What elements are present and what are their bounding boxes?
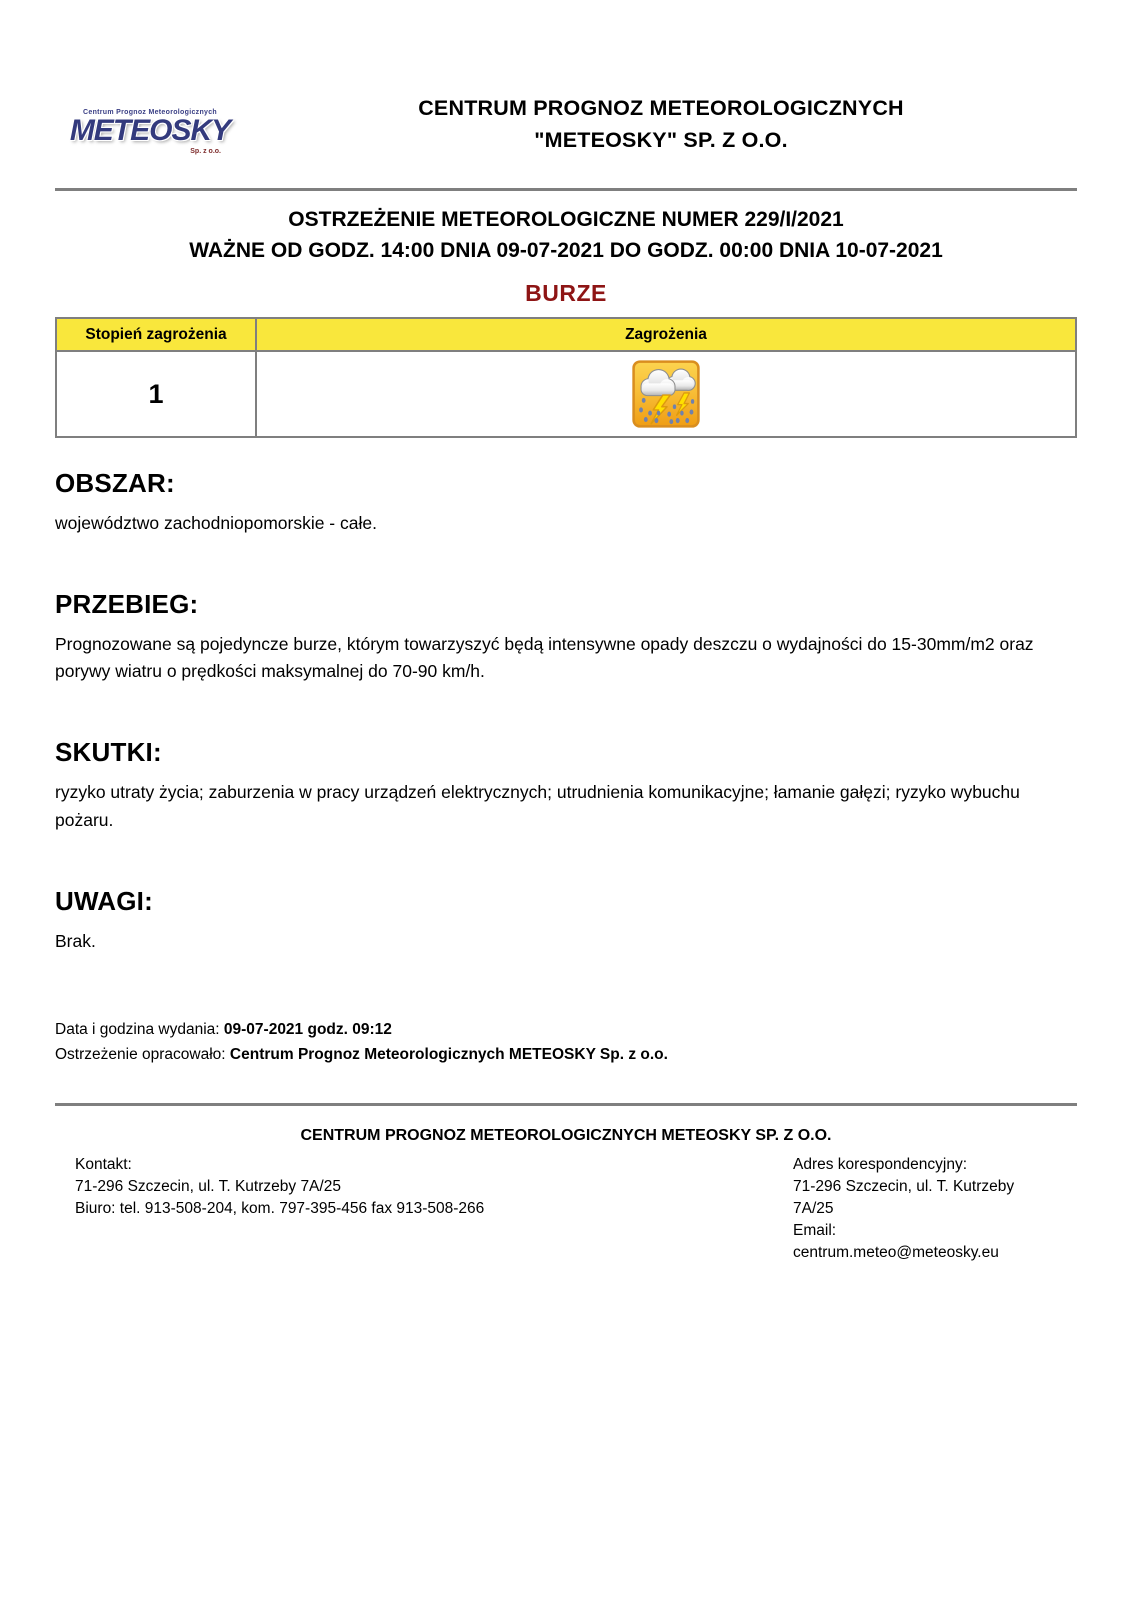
footer-mailing-address-line1: 71-296 Szczecin, ul. T. Kutrzeby (793, 1177, 1015, 1195)
thunderstorm-rain-icon (632, 360, 700, 428)
hazard-icon-cell (256, 351, 1076, 437)
issue-author-label: Ostrzeżenie opracowało: (55, 1045, 226, 1063)
section-przebieg (55, 589, 1077, 685)
footer-company-title: CENTRUM PROGNOZ METEOROLOGICZNYCH METEOSKY SP. Z O.O. (300, 1126, 832, 1144)
hazard-level-column-header: Stopień zagrożenia (56, 318, 256, 351)
footer-email-label: Email: (793, 1221, 837, 1239)
issue-info-block (55, 1017, 1077, 1067)
hazard-level-value: 1 (148, 378, 164, 409)
footer-mailing-address-line2: 7A/25 (793, 1199, 834, 1217)
company-title-line1: CENTRUM PROGNOZ METEOROLOGICZNYCH (418, 96, 904, 120)
warning-number-line: OSTRZEŻENIE METEOROLOGICZNE NUMER 229/I/2021 (288, 208, 844, 231)
logo-brand-text: METEOSKY (69, 114, 231, 147)
footer-divider (55, 1103, 1077, 1106)
section-body: Brak. (55, 930, 96, 951)
issue-date-line (55, 1017, 1077, 1042)
section-body: Prognozowane są pojedyncze burze, którym towarzyszyć będą intensywne opady deszczu o wydajności do 15-30mm/m2 oraz porywy wiatru o prędkości maksymalnej do 70-90 km/h. (55, 634, 1034, 682)
section-skutki (55, 737, 1077, 833)
hazard-type-column-header: Zagrożenia (256, 318, 1076, 351)
hazard-table-header-row (56, 318, 1076, 351)
section-heading: PRZEBIEG: (55, 589, 199, 620)
hazard-level-cell (56, 351, 256, 437)
footer-contact-phones: Biuro: tel. 913-508-204, kom. 797-395-456 fax 913-508-266 (75, 1199, 485, 1217)
footer-contact-address: 71-296 Szczecin, ul. T. Kutrzeby 7A/25 (75, 1177, 341, 1195)
hazard-table (55, 317, 1077, 438)
footer-mailing-label: Adres korespondencyjny: (793, 1155, 968, 1173)
document-header (55, 0, 1077, 182)
phenomenon-title: BURZE (525, 280, 607, 306)
warning-validity-line: WAŻNE OD GODZ. 14:00 DNIA 09-07-2021 DO GODZ. 00:00 DNIA 10-07-2021 (189, 239, 943, 262)
footer-email-value: centrum.meteo@meteosky.eu (793, 1243, 999, 1261)
meteosky-logo (55, 76, 245, 182)
footer-contact-label: Kontakt: (75, 1155, 132, 1173)
hazard-table-row (56, 351, 1076, 437)
section-body: ryzyko utraty życia; zaburzenia w pracy urządzeń elektrycznych; utrudnienia komunikacyjne; łamanie gałęzi; ryzyko wybuchu pożaru. (55, 782, 1020, 830)
section-obszar (55, 468, 1077, 537)
section-heading: UWAGI: (55, 885, 153, 916)
issue-date-value: 09-07-2021 godz. 09:12 (223, 1020, 392, 1038)
company-title-block (245, 76, 1077, 157)
section-uwagi (55, 886, 1077, 955)
footer-contact-block (55, 1154, 484, 1264)
logo-suffix-text: Sp. z o.o. (190, 148, 221, 155)
logo-tagline: Centrum Prognoz Meteorologicznych (83, 109, 217, 116)
section-heading: SKUTKI: (55, 737, 162, 768)
section-heading: OBSZAR: (55, 468, 175, 498)
issue-author-line (55, 1042, 1077, 1067)
issue-author-value: Centrum Prognoz Meteorologicznych METEOSKY Sp. z o.o. (229, 1045, 668, 1063)
footer-columns (55, 1154, 1077, 1264)
company-title-line2: "METEOSKY" SP. Z O.O. (534, 128, 788, 153)
header-divider (55, 188, 1077, 191)
section-body: województwo zachodniopomorskie - całe. (55, 513, 377, 533)
issue-date-label: Data i godzina wydania: (55, 1020, 220, 1038)
footer-mailing-block (793, 1154, 1077, 1264)
